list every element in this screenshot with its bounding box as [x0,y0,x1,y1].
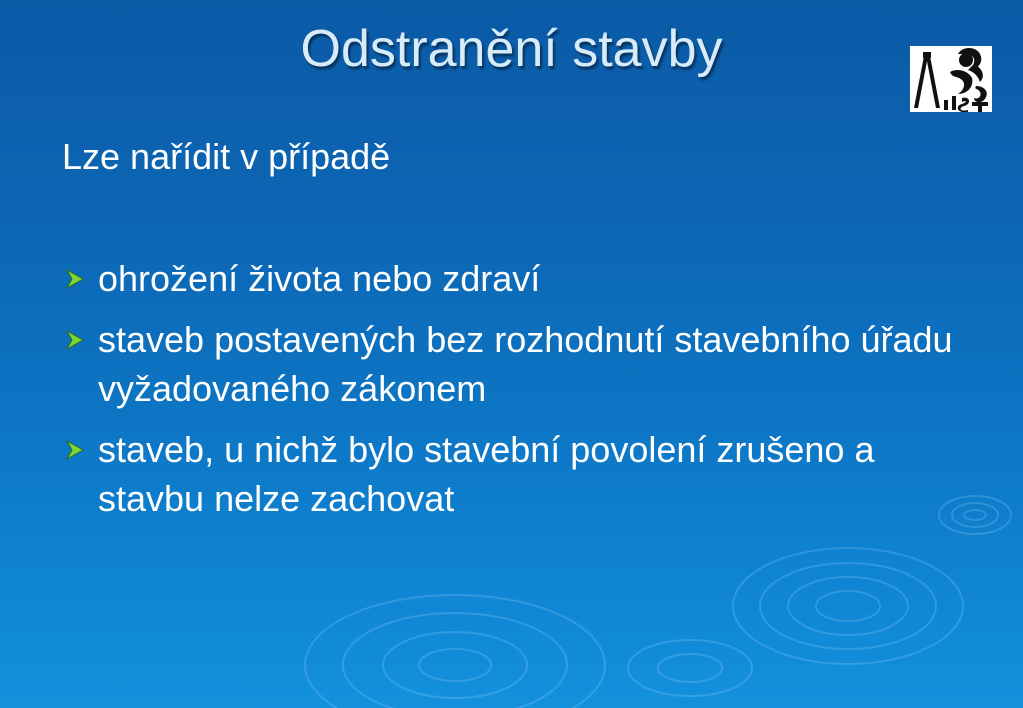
bullet-text: staveb, u nichž bylo stavební povolení zrušeno a stavbu nelze zachovat [98,429,875,519]
green-arrow-bullet-icon [64,439,86,461]
bullet-text: staveb postavených bez rozhodnutí stavebního úřadu vyžadovaného zákonem [98,319,953,409]
green-arrow-bullet-icon [64,329,86,351]
bullet-item [62,254,962,303]
cvut-logo [910,46,992,112]
bullet-list [62,254,962,535]
bullet-item [62,425,962,523]
slide-subtitle: Lze nařídit v případě [62,136,391,177]
bullet-text: ohrožení života nebo zdraví [98,258,541,299]
green-arrow-bullet-icon [64,268,86,290]
lion-logo-icon [910,46,992,112]
bullet-item [62,315,962,413]
slide-title: Odstranění stavby [300,20,723,78]
